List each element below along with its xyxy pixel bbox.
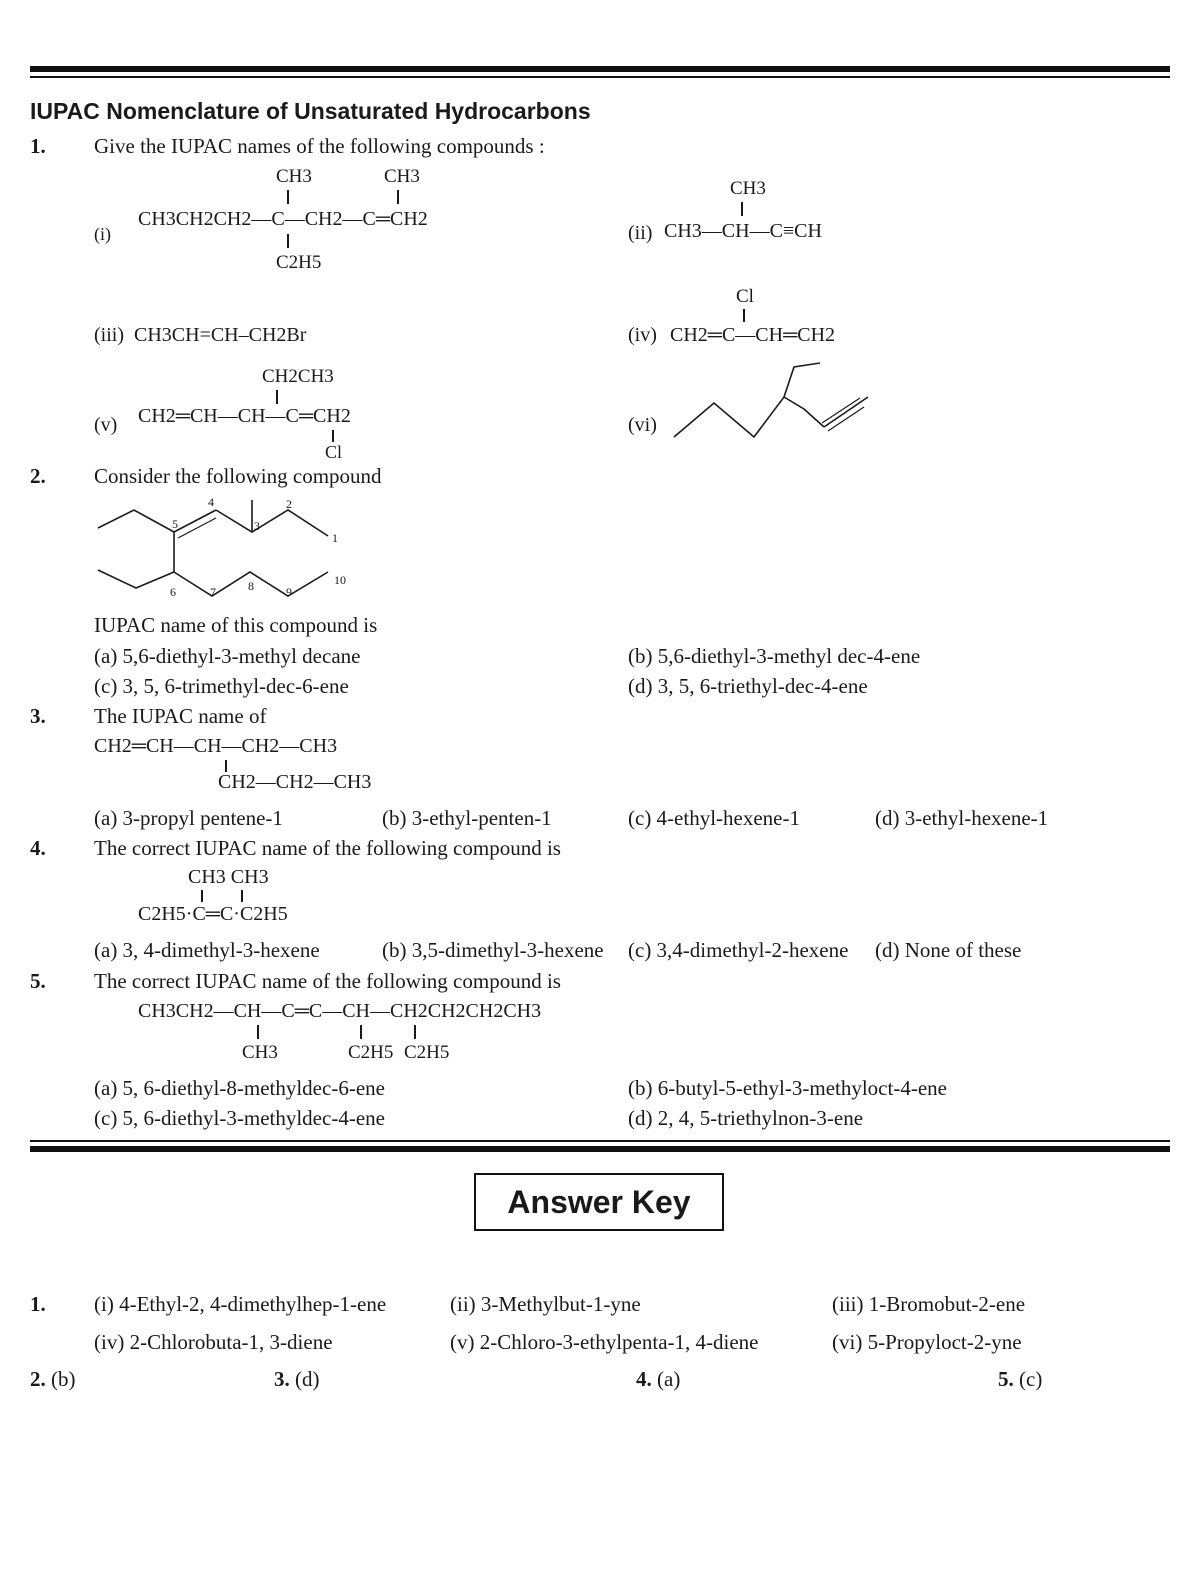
q2-num-2: 2 bbox=[286, 497, 292, 511]
q4-top: CH3 CH3 bbox=[188, 866, 269, 888]
q5-number: 5. bbox=[30, 969, 46, 993]
q3-number: 3. bbox=[30, 704, 46, 728]
q1-i-top2: CH3 bbox=[384, 166, 420, 187]
answer-key-title: Answer Key bbox=[474, 1173, 724, 1231]
q5-bond-1 bbox=[257, 1025, 259, 1039]
q4-option-d[interactable]: (d) None of these bbox=[875, 938, 1022, 962]
q1-v-bond-bottom bbox=[332, 430, 334, 442]
q5-bottom-3: C2H5 bbox=[404, 1042, 450, 1063]
q1-iv-bond bbox=[743, 309, 745, 322]
q5-main: CH3CH2—CH—C═C—CH—CH2CH2CH2CH3 bbox=[138, 1000, 542, 1022]
q3-main: CH2═CH—CH—CH2—CH3 bbox=[94, 735, 338, 757]
answer-q5-value: (c) bbox=[1019, 1367, 1043, 1391]
q2-num-4: 4 bbox=[208, 495, 214, 509]
section-title: IUPAC Nomenclature of Unsaturated Hydrocarbons bbox=[30, 98, 591, 124]
q4-option-a[interactable]: (a) 3, 4-dimethyl-3-hexene bbox=[94, 938, 320, 962]
answer-q4 bbox=[636, 1367, 680, 1392]
answer-q1-ii: (ii) 3-Methylbut-1-yne bbox=[450, 1292, 641, 1316]
q1-i-label: (i) bbox=[94, 224, 111, 244]
q4-number: 4. bbox=[30, 836, 46, 860]
q3-branch: CH2—CH2—CH3 bbox=[218, 771, 372, 793]
q1-ii-label: (ii) bbox=[628, 222, 653, 244]
q1-v-main: CH2═CH—CH—C═CH2 bbox=[138, 405, 351, 427]
q2-num-3: 3 bbox=[254, 519, 260, 533]
q1-iv-main: CH2═C—CH═CH2 bbox=[670, 324, 836, 346]
q2-num-10: 10 bbox=[334, 573, 346, 587]
q1-ii-main: CH3—CH—C≡CH bbox=[664, 220, 822, 242]
q2-option-b[interactable]: (b) 5,6-diethyl-3-methyl dec-4-ene bbox=[628, 644, 921, 668]
q1-i-bond-top2 bbox=[397, 190, 399, 204]
answer-q1-i: (i) 4-Ethyl-2, 4-dimethylhep-1-ene bbox=[94, 1292, 387, 1316]
answer-q4-value: (a) bbox=[657, 1367, 681, 1391]
q5-bottom-1: CH3 bbox=[242, 1042, 278, 1063]
answer-q2-value: (b) bbox=[51, 1367, 76, 1391]
q2-num-8: 8 bbox=[248, 579, 254, 593]
q1-i-bottom: C2H5 bbox=[276, 252, 322, 273]
q2-num-9: 9 bbox=[286, 585, 292, 599]
q4-bond-left bbox=[201, 890, 203, 902]
answer-q1-iv: (iv) 2-Chlorobuta-1, 3-diene bbox=[94, 1330, 333, 1354]
q5-option-d[interactable]: (d) 2, 4, 5-triethylnon-3-ene bbox=[628, 1106, 864, 1130]
q1-iv-top: Cl bbox=[736, 286, 754, 307]
q1-number: 1. bbox=[30, 134, 46, 158]
answer-q1-iii: (iii) 1-Bromobut-2-ene bbox=[832, 1292, 1026, 1316]
q2-skeletal-structure bbox=[90, 492, 360, 607]
q2-option-a[interactable]: (a) 5,6-diethyl-3-methyl decane bbox=[94, 644, 361, 668]
q1-v-bottom: Cl bbox=[325, 442, 343, 462]
q1-v-bond-top bbox=[276, 390, 278, 404]
q5-option-a[interactable]: (a) 5, 6-diethyl-8-methyldec-6-ene bbox=[94, 1076, 385, 1100]
answer-q3-number: 3. bbox=[274, 1367, 290, 1391]
q4-option-c[interactable]: (c) 3,4-dimethyl-2-hexene bbox=[628, 938, 849, 962]
answer-q1-v: (v) 2-Chloro-3-ethylpenta-1, 4-diene bbox=[450, 1330, 759, 1354]
q4-bond-right bbox=[241, 890, 243, 902]
q3-text: The IUPAC name of bbox=[94, 704, 267, 728]
q2-num-6: 6 bbox=[170, 585, 176, 599]
q4-text: The correct IUPAC name of the following compound is bbox=[94, 836, 561, 860]
q4-option-b[interactable]: (b) 3,5-dimethyl-3-hexene bbox=[382, 938, 604, 962]
answer-q3-value: (d) bbox=[295, 1367, 320, 1391]
q2-number: 2. bbox=[30, 464, 46, 488]
answer-q5 bbox=[998, 1367, 1042, 1392]
q2-prompt: IUPAC name of this compound is bbox=[94, 613, 378, 637]
q1-iii-main: CH3CH=CH–CH2Br bbox=[134, 324, 307, 346]
q3-option-c[interactable]: (c) 4-ethyl-hexene-1 bbox=[628, 806, 800, 830]
q2-option-c[interactable]: (c) 3, 5, 6-trimethyl-dec-6-ene bbox=[94, 674, 349, 698]
q5-option-c[interactable]: (c) 5, 6-diethyl-3-methyldec-4-ene bbox=[94, 1106, 385, 1130]
q4-main: C2H5·C═C·C2H5 bbox=[138, 903, 288, 925]
answer-q5-number: 5. bbox=[998, 1367, 1014, 1391]
q1-i-bond-bottom bbox=[287, 234, 289, 248]
answer-q4-number: 4. bbox=[636, 1367, 652, 1391]
q5-bond-2 bbox=[360, 1025, 362, 1039]
q5-bond-3 bbox=[414, 1025, 416, 1039]
middle-rule-thin bbox=[30, 1140, 1170, 1142]
q1-ii-bond bbox=[741, 202, 743, 216]
answer-q2-number: 2. bbox=[30, 1367, 46, 1391]
q2-text: Consider the following compound bbox=[94, 464, 382, 488]
q5-option-b[interactable]: (b) 6-butyl-5-ethyl-3-methyloct-4-ene bbox=[628, 1076, 947, 1100]
q1-text: Give the IUPAC names of the following compounds : bbox=[94, 134, 545, 158]
q1-i-top1: CH3 bbox=[276, 166, 312, 187]
middle-rule-thick bbox=[30, 1146, 1170, 1152]
answer-q2 bbox=[30, 1367, 76, 1392]
q1-i-bond-top1 bbox=[287, 190, 289, 204]
q3-option-d[interactable]: (d) 3-ethyl-hexene-1 bbox=[875, 806, 1049, 830]
q3-option-a[interactable]: (a) 3-propyl pentene-1 bbox=[94, 806, 283, 830]
answer-q1-vi: (vi) 5-Propyloct-2-yne bbox=[832, 1330, 1022, 1354]
q1-ii-top: CH3 bbox=[730, 178, 766, 199]
q2-num-5: 5 bbox=[172, 517, 178, 531]
q1-vi-label: (vi) bbox=[628, 414, 657, 436]
top-rule-thin bbox=[30, 76, 1170, 78]
q1-v-label: (v) bbox=[94, 414, 118, 436]
q1-iv-label: (iv) bbox=[628, 324, 657, 346]
q2-option-d[interactable]: (d) 3, 5, 6-triethyl-dec-4-ene bbox=[628, 674, 868, 698]
q2-num-7: 7 bbox=[210, 585, 216, 599]
top-rule-thick bbox=[30, 66, 1170, 72]
q5-bottom-2: C2H5 bbox=[348, 1042, 394, 1063]
q1-v-top: CH2CH3 bbox=[262, 366, 334, 387]
q5-text: The correct IUPAC name of the following compound is bbox=[94, 969, 561, 993]
q1-i-main: CH3CH2CH2—C—CH2—C═CH2 bbox=[138, 208, 428, 230]
q1-vi-skeletal-structure bbox=[668, 355, 878, 445]
answer-q3 bbox=[274, 1367, 320, 1392]
answer-q1-number: 1. bbox=[30, 1292, 46, 1316]
q1-iii-label: (iii) bbox=[94, 324, 124, 346]
q2-num-1: 1 bbox=[332, 531, 338, 545]
q3-option-b[interactable]: (b) 3-ethyl-penten-1 bbox=[382, 806, 552, 830]
